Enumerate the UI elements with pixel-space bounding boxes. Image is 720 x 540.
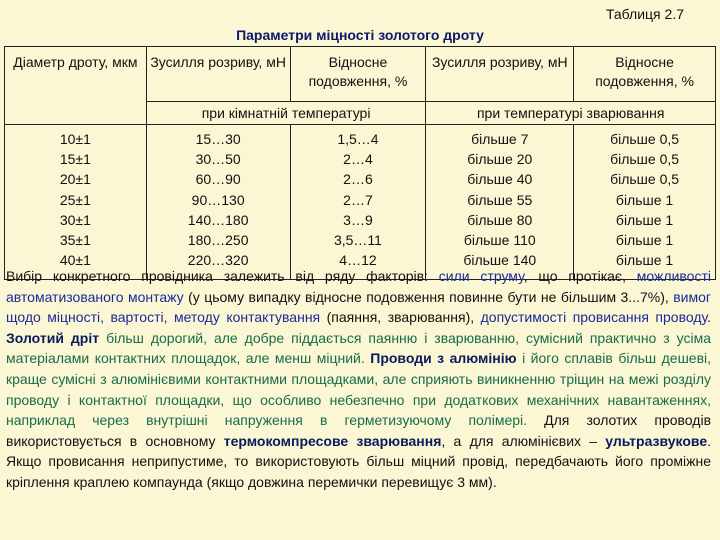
body-paragraph [6, 266, 711, 493]
cell: 40±1 [59, 252, 91, 269]
cell: більше 1 [615, 231, 674, 248]
cell: 15…30 [195, 131, 241, 147]
cell: 60…90 [195, 171, 241, 188]
cell: 25±1 [59, 191, 91, 208]
cell: більше 7 [471, 131, 529, 147]
cell: більше 0,5 [610, 151, 680, 168]
column-force-room [146, 125, 290, 280]
text: , а для алюмінієвих – [441, 432, 606, 449]
text: Для золотих проводів використовується в основному [6, 412, 712, 449]
header-elongation-welding: Відносне подовження, % [574, 47, 716, 102]
cell: більше 55 [467, 191, 533, 208]
cell: більше 20 [467, 151, 533, 168]
table-data-row [5, 125, 716, 280]
aluminum-wire-description: і його сплавів більш дешеві, краще сумісні з алюмінієвими контактними площадками, але сприяють виникненню тріщин на межі розділу проводу і контактної площадки, що особливо небезпечно при додаткових механічних навантаженнях, наприклад через внутрішні напруження в герметизуючому полімері. [6, 350, 712, 429]
gold-wire-term: Золотий дріт [6, 329, 100, 346]
column-force-welding [426, 125, 574, 280]
cell: 30…50 [195, 151, 241, 168]
group-room-temperature: при кімнатній температурі [146, 102, 426, 125]
text: , що протікає, [523, 268, 637, 284]
strength-table [4, 46, 716, 280]
column-diameter [5, 125, 147, 280]
cell: 2…4 [343, 151, 373, 168]
column-elongation-welding [574, 125, 716, 280]
cell: 3,5…11 [333, 231, 382, 248]
header-elongation-room: Відносне подовження, % [290, 47, 426, 102]
cell: 1,5…4 [337, 131, 379, 147]
cell: більше 40 [467, 171, 533, 188]
ultrasonic-term: ультразвукове [605, 432, 708, 449]
cell: більше 140 [463, 252, 537, 269]
cell: 15±1 [59, 151, 91, 168]
text: (паяння, зварювання), [320, 309, 481, 326]
column-elongation-room [290, 125, 426, 280]
table-caption: Таблиця 2.7 [605, 6, 684, 22]
header-force-room: Зусилля розриву, мН [146, 47, 290, 102]
cell: 3…9 [343, 211, 373, 228]
cell: 4…12 [339, 252, 377, 269]
cell: 180…250 [187, 231, 249, 248]
thermocompression-term: термокомпресове зварювання [223, 432, 442, 449]
cell: більше 1 [615, 252, 674, 269]
cell: більше 1 [615, 211, 674, 228]
table-title: Параметри міцності золотого дроту [236, 27, 484, 43]
cell: більше 110 [463, 231, 536, 248]
text: (у цьому випадку відносне подовження повинне бути не більшим 3...7%), [183, 288, 674, 305]
factor-requirements: вимог щодо міцності, вартості, методу контактування [6, 288, 711, 326]
header-force-welding: Зусилля розриву, мН [426, 47, 574, 102]
text: . Якщо провисання неприпустиме, то використовують більш міцний провід, передбачають його проміжне кріплення краплею компаунда (якщо довжина перемички перевищує 3 мм). [6, 432, 712, 490]
group-welding-temperature: при температурі зварювання [426, 102, 716, 125]
cell: більше 80 [467, 211, 533, 228]
text: Вибір конкретного провідника залежить від ряду факторів: [6, 268, 439, 284]
gold-wire-description: більш дорогий, але добре піддається паянню і зварюванню, сумісний практично з усіма матеріалами контактних площадок, але менш міцний. [6, 329, 712, 367]
cell: 2…7 [343, 191, 373, 208]
cell: 30±1 [59, 211, 91, 228]
cell: більше 0,5 [610, 171, 680, 188]
aluminum-wire-term: Проводи з алюмінію [370, 350, 517, 367]
cell: більше 0,5 [610, 131, 680, 147]
factor-current: сили струму [438, 268, 524, 284]
cell: 20±1 [59, 171, 91, 188]
factor-sagging: допустимості провисання проводу [480, 309, 708, 326]
cell: більше 1 [615, 191, 674, 208]
text: . [707, 309, 712, 326]
cell: 220…320 [187, 252, 249, 269]
cell: 140…180 [187, 211, 249, 228]
cell: 2…6 [343, 171, 373, 188]
cell: 90…130 [191, 191, 245, 208]
cell: 35±1 [59, 231, 91, 248]
cell: 10±1 [59, 131, 91, 147]
header-diameter: Діаметр дроту, мкм [5, 47, 147, 125]
factor-automation: можливості автоматизованого монтажу [6, 268, 711, 305]
